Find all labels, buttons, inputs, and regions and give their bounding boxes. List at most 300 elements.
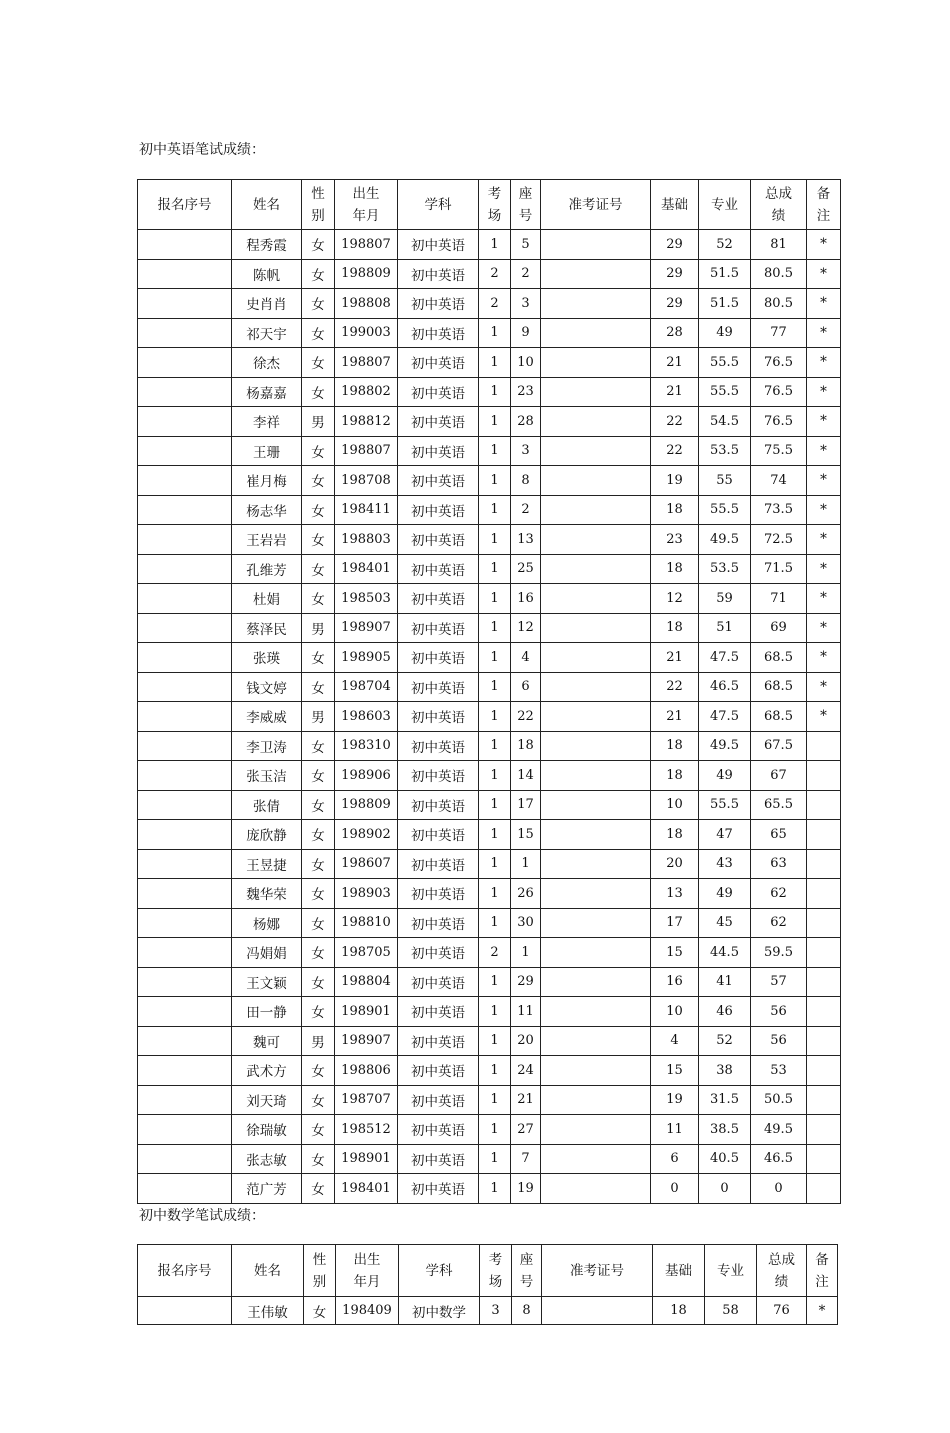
section-title-english: 初中英语笔试成绩： xyxy=(139,142,265,158)
cell-seat: 12 xyxy=(511,613,541,643)
cell-subject: 初中英语 xyxy=(398,230,479,260)
header-basic: 基础 xyxy=(651,180,699,230)
cell-ticket-no xyxy=(541,318,651,348)
cell-total: 56 xyxy=(751,997,807,1027)
cell-reg-no xyxy=(138,672,232,702)
cell-total: 59.5 xyxy=(751,938,807,968)
cell-gender: 女 xyxy=(302,1174,335,1204)
cell-remark xyxy=(807,761,841,791)
cell-name: 李威威 xyxy=(232,702,302,732)
cell-seat: 17 xyxy=(511,790,541,820)
cell-birth: 198807 xyxy=(335,436,398,466)
cell-name: 刘天琦 xyxy=(232,1085,302,1115)
cell-room: 1 xyxy=(479,1144,511,1174)
cell-major: 51 xyxy=(699,613,751,643)
cell-gender: 女 xyxy=(302,790,335,820)
cell-ticket-no xyxy=(541,820,651,850)
cell-major: 43 xyxy=(699,849,751,879)
cell-total: 73.5 xyxy=(751,495,807,525)
table-row xyxy=(138,554,841,584)
cell-subject: 初中英语 xyxy=(398,1115,479,1145)
cell-basic: 11 xyxy=(651,1115,699,1145)
cell-gender: 男 xyxy=(302,613,335,643)
cell-subject: 初中英语 xyxy=(398,702,479,732)
cell-room: 1 xyxy=(479,377,511,407)
cell-total: 75.5 xyxy=(751,436,807,466)
cell-room: 2 xyxy=(479,259,511,289)
cell-seat: 25 xyxy=(511,554,541,584)
table-row xyxy=(138,908,841,938)
cell-subject: 初中英语 xyxy=(398,1056,479,1086)
cell-room: 1 xyxy=(479,525,511,555)
cell-reg-no xyxy=(138,230,232,260)
cell-reg-no xyxy=(138,790,232,820)
cell-major: 45 xyxy=(699,908,751,938)
cell-gender: 女 xyxy=(302,318,335,348)
table-header xyxy=(138,1245,838,1297)
cell-total: 67 xyxy=(751,761,807,791)
cell-major: 46 xyxy=(699,997,751,1027)
cell-total: 65 xyxy=(751,820,807,850)
cell-basic: 21 xyxy=(651,643,699,673)
cell-seat: 4 xyxy=(511,643,541,673)
cell-birth: 198705 xyxy=(335,938,398,968)
cell-name: 王珊 xyxy=(232,436,302,466)
cell-ticket-no xyxy=(541,495,651,525)
cell-total: 57 xyxy=(751,967,807,997)
cell-name: 钱文婷 xyxy=(232,672,302,702)
cell-basic: 17 xyxy=(651,908,699,938)
cell-birth: 198907 xyxy=(335,1026,398,1056)
cell-remark xyxy=(807,1115,841,1145)
cell-subject: 初中英语 xyxy=(398,908,479,938)
cell-subject: 初中数学 xyxy=(399,1297,480,1325)
cell-room: 1 xyxy=(479,230,511,260)
cell-name: 武术方 xyxy=(232,1056,302,1086)
cell-total: 76.5 xyxy=(751,348,807,378)
cell-total: 0 xyxy=(751,1174,807,1204)
cell-total: 65.5 xyxy=(751,790,807,820)
cell-seat: 1 xyxy=(511,938,541,968)
cell-basic: 19 xyxy=(651,1085,699,1115)
table-row xyxy=(138,1085,841,1115)
cell-basic: 15 xyxy=(651,938,699,968)
cell-gender: 女 xyxy=(302,672,335,702)
cell-basic: 10 xyxy=(651,790,699,820)
cell-basic: 13 xyxy=(651,879,699,909)
cell-major: 49 xyxy=(699,318,751,348)
cell-reg-no xyxy=(138,731,232,761)
cell-name: 王文颖 xyxy=(232,967,302,997)
cell-room: 2 xyxy=(479,938,511,968)
cell-seat: 19 xyxy=(511,1174,541,1204)
header-birth: 出生 年月 xyxy=(335,180,398,230)
cell-reg-no xyxy=(138,1085,232,1115)
cell-name: 李祥 xyxy=(232,407,302,437)
cell-remark: * xyxy=(807,554,841,584)
cell-basic: 18 xyxy=(651,761,699,791)
cell-remark: * xyxy=(807,584,841,614)
cell-seat: 28 xyxy=(511,407,541,437)
cell-total: 76.5 xyxy=(751,407,807,437)
cell-major: 55 xyxy=(699,466,751,496)
cell-seat: 13 xyxy=(511,525,541,555)
cell-name: 王岩岩 xyxy=(232,525,302,555)
cell-birth: 198809 xyxy=(335,259,398,289)
cell-gender: 女 xyxy=(302,495,335,525)
cell-birth: 198603 xyxy=(335,702,398,732)
table-row xyxy=(138,790,841,820)
cell-basic: 29 xyxy=(651,289,699,319)
cell-gender: 女 xyxy=(302,908,335,938)
cell-subject: 初中英语 xyxy=(398,495,479,525)
cell-subject: 初中英语 xyxy=(398,820,479,850)
cell-ticket-no xyxy=(541,997,651,1027)
cell-ticket-no xyxy=(541,879,651,909)
cell-gender: 女 xyxy=(302,997,335,1027)
cell-seat: 5 xyxy=(511,230,541,260)
header-ticket-no: 准考证号 xyxy=(542,1245,653,1297)
cell-seat: 15 xyxy=(511,820,541,850)
table-row xyxy=(138,997,841,1027)
cell-room: 3 xyxy=(480,1297,512,1325)
cell-room: 1 xyxy=(479,584,511,614)
cell-subject: 初中英语 xyxy=(398,1144,479,1174)
cell-seat: 3 xyxy=(511,289,541,319)
cell-subject: 初中英语 xyxy=(398,289,479,319)
header-seat: 座 号 xyxy=(512,1245,542,1297)
cell-subject: 初中英语 xyxy=(398,348,479,378)
cell-ticket-no xyxy=(541,761,651,791)
cell-reg-no xyxy=(138,702,232,732)
header-subject: 学科 xyxy=(398,180,479,230)
cell-subject: 初中英语 xyxy=(398,1085,479,1115)
cell-room: 1 xyxy=(479,908,511,938)
cell-subject: 初中英语 xyxy=(398,790,479,820)
cell-subject: 初中英语 xyxy=(398,938,479,968)
cell-basic: 21 xyxy=(651,702,699,732)
header-row xyxy=(138,1245,838,1297)
cell-major: 38 xyxy=(699,1056,751,1086)
cell-subject: 初中英语 xyxy=(398,554,479,584)
cell-ticket-no xyxy=(541,1056,651,1086)
cell-remark: * xyxy=(807,407,841,437)
table-row xyxy=(138,879,841,909)
cell-remark xyxy=(807,1174,841,1204)
table-row xyxy=(138,613,841,643)
cell-major: 51.5 xyxy=(699,289,751,319)
cell-subject: 初中英语 xyxy=(398,1026,479,1056)
cell-gender: 女 xyxy=(302,967,335,997)
cell-birth: 198807 xyxy=(335,348,398,378)
cell-total: 81 xyxy=(751,230,807,260)
cell-birth: 198310 xyxy=(335,731,398,761)
cell-birth: 198901 xyxy=(335,1144,398,1174)
table-body xyxy=(138,1297,838,1325)
cell-total: 72.5 xyxy=(751,525,807,555)
cell-total: 68.5 xyxy=(751,702,807,732)
cell-name: 魏华荣 xyxy=(232,879,302,909)
cell-major: 52 xyxy=(699,1026,751,1056)
cell-seat: 1 xyxy=(511,849,541,879)
cell-name: 魏可 xyxy=(232,1026,302,1056)
table-row xyxy=(138,1297,838,1325)
cell-subject: 初中英语 xyxy=(398,643,479,673)
cell-gender: 女 xyxy=(302,849,335,879)
cell-room: 1 xyxy=(479,407,511,437)
cell-seat: 9 xyxy=(511,318,541,348)
cell-name: 史肖肖 xyxy=(232,289,302,319)
cell-major: 0 xyxy=(699,1174,751,1204)
cell-reg-no xyxy=(138,525,232,555)
cell-name: 张志敏 xyxy=(232,1144,302,1174)
cell-name: 范广芳 xyxy=(232,1174,302,1204)
table-row xyxy=(138,672,841,702)
cell-ticket-no xyxy=(542,1297,653,1325)
cell-birth: 198512 xyxy=(335,1115,398,1145)
cell-basic: 29 xyxy=(651,230,699,260)
table-row xyxy=(138,1174,841,1204)
cell-seat: 14 xyxy=(511,761,541,791)
cell-reg-no xyxy=(138,1297,232,1325)
cell-birth: 198808 xyxy=(335,289,398,319)
cell-major: 47.5 xyxy=(699,702,751,732)
table-row xyxy=(138,230,841,260)
cell-ticket-no xyxy=(541,1174,651,1204)
cell-basic: 16 xyxy=(651,967,699,997)
cell-ticket-no xyxy=(541,849,651,879)
cell-gender: 女 xyxy=(302,259,335,289)
cell-ticket-no xyxy=(541,1026,651,1056)
cell-ticket-no xyxy=(541,230,651,260)
header-major: 专业 xyxy=(705,1245,757,1297)
cell-remark xyxy=(807,790,841,820)
cell-reg-no xyxy=(138,1174,232,1204)
cell-name: 王伟敏 xyxy=(232,1297,304,1325)
cell-birth: 198411 xyxy=(335,495,398,525)
cell-room: 1 xyxy=(479,1085,511,1115)
cell-room: 1 xyxy=(479,761,511,791)
header-total: 总成 绩 xyxy=(757,1245,807,1297)
cell-basic: 21 xyxy=(651,377,699,407)
cell-remark xyxy=(807,1026,841,1056)
cell-total: 71.5 xyxy=(751,554,807,584)
cell-total: 62 xyxy=(751,908,807,938)
cell-major: 46.5 xyxy=(699,672,751,702)
cell-reg-no xyxy=(138,938,232,968)
cell-major: 59 xyxy=(699,584,751,614)
cell-birth: 198607 xyxy=(335,849,398,879)
cell-remark xyxy=(807,997,841,1027)
cell-seat: 21 xyxy=(511,1085,541,1115)
cell-name: 庞欣静 xyxy=(232,820,302,850)
cell-reg-no xyxy=(138,466,232,496)
cell-remark: * xyxy=(807,259,841,289)
cell-gender: 女 xyxy=(302,436,335,466)
cell-seat: 16 xyxy=(511,584,541,614)
cell-subject: 初中英语 xyxy=(398,377,479,407)
cell-gender: 女 xyxy=(302,348,335,378)
cell-birth: 199003 xyxy=(335,318,398,348)
cell-gender: 女 xyxy=(302,554,335,584)
cell-subject: 初中英语 xyxy=(398,318,479,348)
cell-basic: 18 xyxy=(651,495,699,525)
cell-reg-no xyxy=(138,1056,232,1086)
cell-seat: 29 xyxy=(511,967,541,997)
cell-ticket-no xyxy=(541,377,651,407)
cell-gender: 女 xyxy=(302,377,335,407)
cell-reg-no xyxy=(138,820,232,850)
cell-major: 55.5 xyxy=(699,790,751,820)
cell-major: 47 xyxy=(699,820,751,850)
cell-remark: * xyxy=(807,466,841,496)
cell-total: 80.5 xyxy=(751,259,807,289)
table-row xyxy=(138,348,841,378)
cell-ticket-no xyxy=(541,584,651,614)
cell-total: 68.5 xyxy=(751,643,807,673)
cell-remark xyxy=(807,879,841,909)
table-row xyxy=(138,318,841,348)
table-row xyxy=(138,1056,841,1086)
cell-remark: * xyxy=(807,643,841,673)
table-row xyxy=(138,1115,841,1145)
cell-reg-no xyxy=(138,289,232,319)
cell-reg-no xyxy=(138,407,232,437)
cell-reg-no xyxy=(138,997,232,1027)
cell-major: 53.5 xyxy=(699,436,751,466)
cell-reg-no xyxy=(138,554,232,584)
cell-major: 54.5 xyxy=(699,407,751,437)
cell-ticket-no xyxy=(541,348,651,378)
cell-seat: 30 xyxy=(511,908,541,938)
cell-reg-no xyxy=(138,879,232,909)
cell-ticket-no xyxy=(541,643,651,673)
cell-ticket-no xyxy=(541,554,651,584)
cell-room: 1 xyxy=(479,1056,511,1086)
cell-major: 41 xyxy=(699,967,751,997)
cell-total: 62 xyxy=(751,879,807,909)
cell-basic: 28 xyxy=(651,318,699,348)
cell-birth: 198704 xyxy=(335,672,398,702)
cell-remark xyxy=(807,849,841,879)
header-remark: 备 注 xyxy=(807,1245,838,1297)
cell-basic: 18 xyxy=(651,613,699,643)
cell-room: 1 xyxy=(479,702,511,732)
cell-reg-no xyxy=(138,643,232,673)
cell-seat: 7 xyxy=(511,1144,541,1174)
cell-birth: 198903 xyxy=(335,879,398,909)
cell-basic: 22 xyxy=(651,672,699,702)
cell-remark xyxy=(807,731,841,761)
cell-major: 51.5 xyxy=(699,259,751,289)
cell-name: 杨志华 xyxy=(232,495,302,525)
cell-subject: 初中英语 xyxy=(398,407,479,437)
cell-birth: 198707 xyxy=(335,1085,398,1115)
header-gender: 性 别 xyxy=(302,180,335,230)
cell-seat: 2 xyxy=(511,495,541,525)
cell-remark xyxy=(807,938,841,968)
cell-basic: 12 xyxy=(651,584,699,614)
cell-ticket-no xyxy=(541,289,651,319)
table-row xyxy=(138,259,841,289)
header-major: 专业 xyxy=(699,180,751,230)
cell-major: 47.5 xyxy=(699,643,751,673)
cell-total: 68.5 xyxy=(751,672,807,702)
cell-basic: 18 xyxy=(651,820,699,850)
cell-total: 76.5 xyxy=(751,377,807,407)
cell-gender: 女 xyxy=(302,731,335,761)
cell-seat: 2 xyxy=(511,259,541,289)
cell-name: 徐杰 xyxy=(232,348,302,378)
section-title-math: 初中数学笔试成绩： xyxy=(139,1208,265,1224)
header-birth: 出生 年月 xyxy=(336,1245,399,1297)
cell-name: 崔月梅 xyxy=(232,466,302,496)
math-score-table xyxy=(137,1244,838,1325)
cell-name: 程秀霞 xyxy=(232,230,302,260)
cell-remark: * xyxy=(807,672,841,702)
cell-gender: 女 xyxy=(302,1085,335,1115)
cell-major: 58 xyxy=(705,1297,757,1325)
cell-basic: 18 xyxy=(651,731,699,761)
table-row xyxy=(138,702,841,732)
cell-birth: 198401 xyxy=(335,554,398,584)
cell-subject: 初中英语 xyxy=(398,672,479,702)
cell-gender: 女 xyxy=(302,466,335,496)
cell-name: 李卫涛 xyxy=(232,731,302,761)
cell-subject: 初中英语 xyxy=(398,525,479,555)
cell-total: 46.5 xyxy=(751,1144,807,1174)
cell-name: 张倩 xyxy=(232,790,302,820)
table-row xyxy=(138,436,841,466)
cell-reg-no xyxy=(138,849,232,879)
cell-seat: 6 xyxy=(511,672,541,702)
header-name: 姓名 xyxy=(232,1245,304,1297)
cell-birth: 198906 xyxy=(335,761,398,791)
cell-seat: 22 xyxy=(511,702,541,732)
cell-ticket-no xyxy=(541,908,651,938)
cell-basic: 22 xyxy=(651,436,699,466)
cell-room: 1 xyxy=(479,495,511,525)
cell-subject: 初中英语 xyxy=(398,466,479,496)
cell-major: 52 xyxy=(699,230,751,260)
header-gender: 性 别 xyxy=(304,1245,336,1297)
cell-birth: 198809 xyxy=(335,790,398,820)
header-name: 姓名 xyxy=(232,180,302,230)
cell-basic: 20 xyxy=(651,849,699,879)
cell-basic: 21 xyxy=(651,348,699,378)
cell-room: 1 xyxy=(479,436,511,466)
cell-name: 蔡泽民 xyxy=(232,613,302,643)
cell-reg-no xyxy=(138,908,232,938)
cell-basic: 6 xyxy=(651,1144,699,1174)
cell-name: 张玉洁 xyxy=(232,761,302,791)
cell-remark xyxy=(807,1144,841,1174)
cell-room: 1 xyxy=(479,731,511,761)
cell-name: 杨娜 xyxy=(232,908,302,938)
header-seat: 座 号 xyxy=(511,180,541,230)
cell-ticket-no xyxy=(541,702,651,732)
cell-total: 50.5 xyxy=(751,1085,807,1115)
english-score-table xyxy=(137,179,841,1204)
cell-gender: 男 xyxy=(302,1026,335,1056)
cell-birth: 198802 xyxy=(335,377,398,407)
cell-ticket-no xyxy=(541,1115,651,1145)
cell-major: 31.5 xyxy=(699,1085,751,1115)
cell-basic: 22 xyxy=(651,407,699,437)
cell-total: 67.5 xyxy=(751,731,807,761)
cell-name: 王昱捷 xyxy=(232,849,302,879)
cell-remark xyxy=(807,1085,841,1115)
